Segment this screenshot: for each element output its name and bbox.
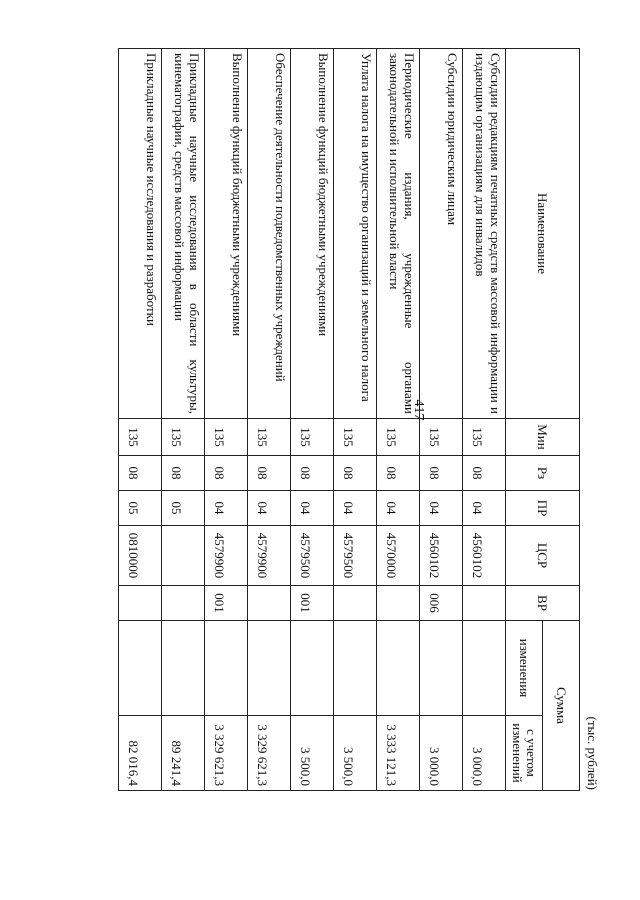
row-name: Выполнение функций бюджетными учреждениями [291,49,334,419]
row-total: 3 000,0 [420,716,463,791]
row-csr: 4579500 [334,526,377,586]
row-vr [377,586,420,621]
row-name: Обеспечение деятельности подведомственных учреждений [248,49,291,419]
row-csr: 4560102 [420,526,463,586]
table-row [162,49,205,791]
row-name: Периодические издания, учрежденные органами законодательной и исполнительной власти [377,49,420,419]
row-total: 3 329 621,3 [248,716,291,791]
row-csr: 4579900 [205,526,248,586]
header-rz: Рз [506,456,580,491]
row-name: Субсидии юридическим лицам [420,49,463,419]
row-min: 135 [463,419,506,456]
row-min: 135 [334,419,377,456]
row-min: 135 [291,419,334,456]
row-changes [463,621,506,716]
table-row [334,49,377,791]
table-row [463,49,506,791]
row-vr [463,586,506,621]
rotated-table-container [80,48,600,790]
table-body [119,49,506,791]
row-csr: 4579500 [291,526,334,586]
row-rz: 08 [463,456,506,491]
row-total: 3 333 121,3 [377,716,420,791]
row-changes [291,621,334,716]
header-csr: ЦСР [506,526,580,586]
row-min: 135 [162,419,205,456]
row-min: 135 [205,419,248,456]
row-changes [377,621,420,716]
row-changes [119,621,162,716]
row-csr: 4579900 [248,526,291,586]
row-total: 3 329 621,3 [205,716,248,791]
table-row [248,49,291,791]
row-csr: 4560102 [463,526,506,586]
row-pr: 04 [334,491,377,526]
row-changes [248,621,291,716]
row-vr [334,586,377,621]
budget-table [118,48,580,791]
row-name: Выполнение функций бюджетными учреждениями [205,49,248,419]
row-pr: 04 [420,491,463,526]
row-pr: 04 [463,491,506,526]
row-pr: 04 [248,491,291,526]
row-rz: 08 [162,456,205,491]
row-pr: 05 [162,491,205,526]
row-pr: 04 [205,491,248,526]
header-vr: ВР [506,586,580,621]
row-min: 135 [119,419,162,456]
row-changes [205,621,248,716]
table-row [205,49,248,791]
row-rz: 08 [205,456,248,491]
units-note: (тыс. рублей) [585,716,600,790]
row-rz: 08 [291,456,334,491]
row-rz: 08 [119,456,162,491]
row-vr: 001 [291,586,334,621]
table-row [377,49,420,791]
row-csr: 0810000 [119,526,162,586]
row-csr [162,526,205,586]
table-row [420,49,463,791]
table-header [506,49,580,791]
row-min: 135 [420,419,463,456]
row-pr: 05 [119,491,162,526]
row-name: Прикладные научные исследования и разработки [119,49,162,419]
row-csr: 4570000 [377,526,420,586]
row-total: 3 500,0 [334,716,377,791]
row-total: 3 000,0 [463,716,506,791]
header-pr: ПР [506,491,580,526]
row-vr [248,586,291,621]
row-total: 82 016,4 [119,716,162,791]
header-changes: изменения [506,621,543,716]
row-total: 3 500,0 [291,716,334,791]
row-name: Уплата налога на имущество организаций и земельного налога [334,49,377,419]
row-name: Субсидии редакциям печатных средств массовой информации и издающим организациям для инвалидов [463,49,506,419]
row-name: Прикладные научные исследования в области культуры, кинематографии, средств массовой информации [162,49,205,419]
table-row [119,49,162,791]
row-rz: 08 [420,456,463,491]
header-sum: Сумма [543,621,580,791]
row-pr: 04 [291,491,334,526]
row-vr [119,586,162,621]
row-changes [420,621,463,716]
row-min: 135 [377,419,420,456]
page-number: 417 [411,399,426,421]
row-vr: 001 [205,586,248,621]
row-rz: 08 [377,456,420,491]
row-rz: 08 [334,456,377,491]
row-total: 89 241,4 [162,716,205,791]
row-vr: 006 [420,586,463,621]
table-row [291,49,334,791]
header-name: Наименование [506,49,580,419]
row-changes [334,621,377,716]
row-changes [162,621,205,716]
header-min: Мин [506,419,580,456]
row-pr: 04 [377,491,420,526]
row-rz: 08 [248,456,291,491]
row-min: 135 [248,419,291,456]
header-with-changes: с учетом изменений [506,716,543,791]
row-vr [162,586,205,621]
